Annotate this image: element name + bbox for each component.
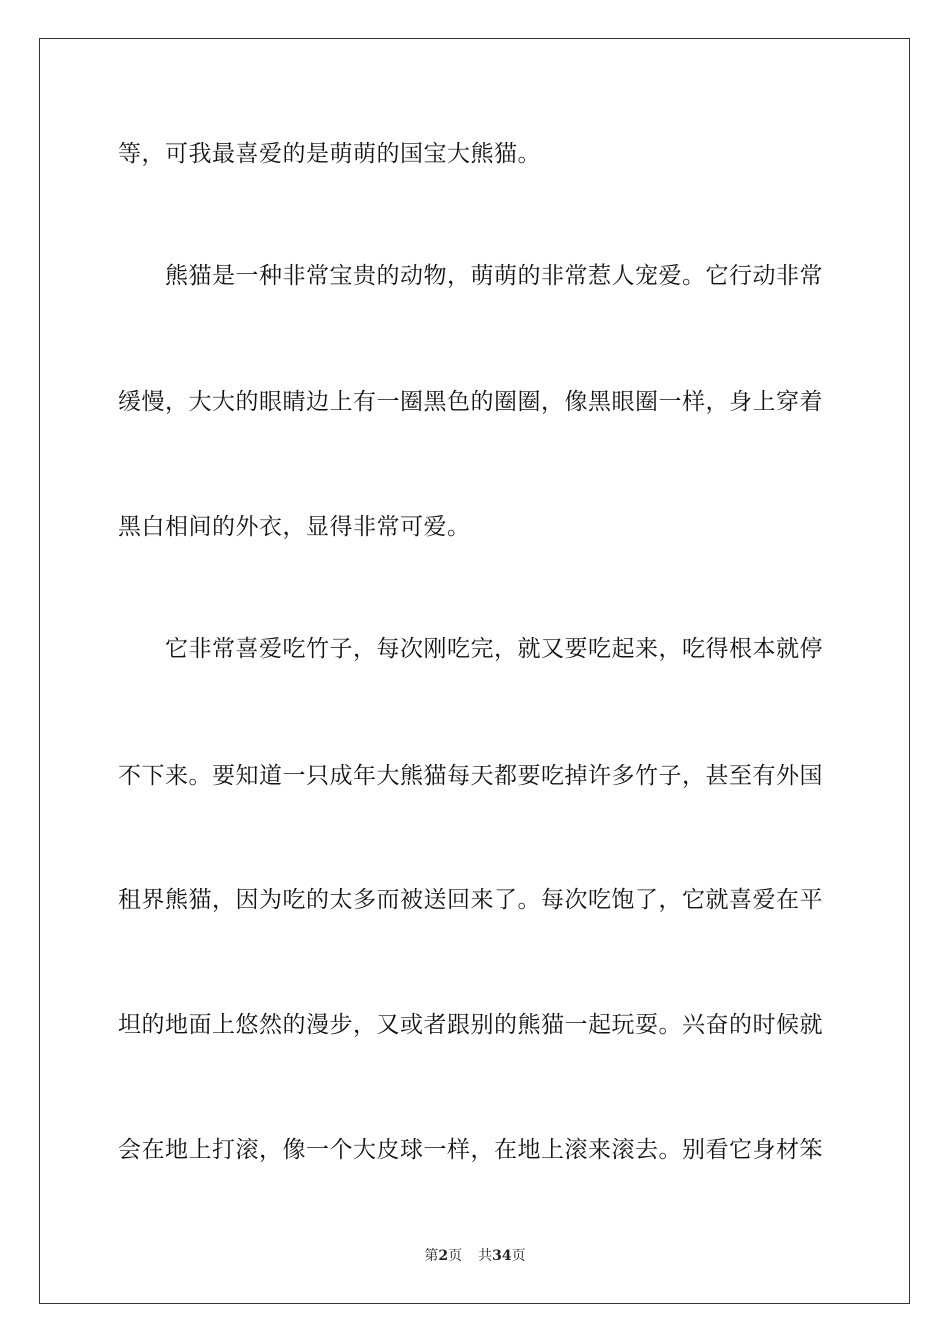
page-border: [39, 38, 910, 1304]
text-line: 不下来。要知道一只成年大熊猫每天都要吃掉许多竹子，甚至有外国: [118, 763, 823, 789]
text-line: 租界熊猫，因为吃的太多而被送回来了。每次吃饱了，它就喜爱在平: [118, 887, 823, 913]
text-line-paragraph-start: 熊猫是一种非常宝贵的动物，萌萌的非常惹人宠爱。它行动非常: [165, 263, 823, 289]
text-line: 缓慢，大大的眼睛边上有一圈黑色的圈圈，像黑眼圈一样，身上穿着: [118, 389, 823, 415]
text-line-paragraph-start: 它非常喜爱吃竹子，每次刚吃完，就又要吃起来，吃得根本就停: [165, 636, 823, 662]
text-line: 坦的地面上悠然的漫步，又或者跟别的熊猫一起玩耍。兴奋的时候就: [118, 1012, 823, 1038]
text-line: 会在地上打滚，像一个大皮球一样，在地上滚来滚去。别看它身材笨: [118, 1137, 823, 1163]
page-footer: [0, 1247, 950, 1265]
total-pages: 34: [492, 1248, 512, 1264]
page-number: 2: [438, 1248, 449, 1264]
text-line: 等，可我最喜爱的是萌萌的国宝大熊猫。: [118, 141, 541, 167]
page-prefix: 第: [424, 1248, 439, 1264]
page-suffix: 页: [448, 1248, 463, 1264]
total-prefix: 共: [478, 1248, 493, 1264]
text-line: 黑白相间的外衣，显得非常可爱。: [118, 514, 471, 540]
total-suffix: 页: [511, 1248, 526, 1264]
